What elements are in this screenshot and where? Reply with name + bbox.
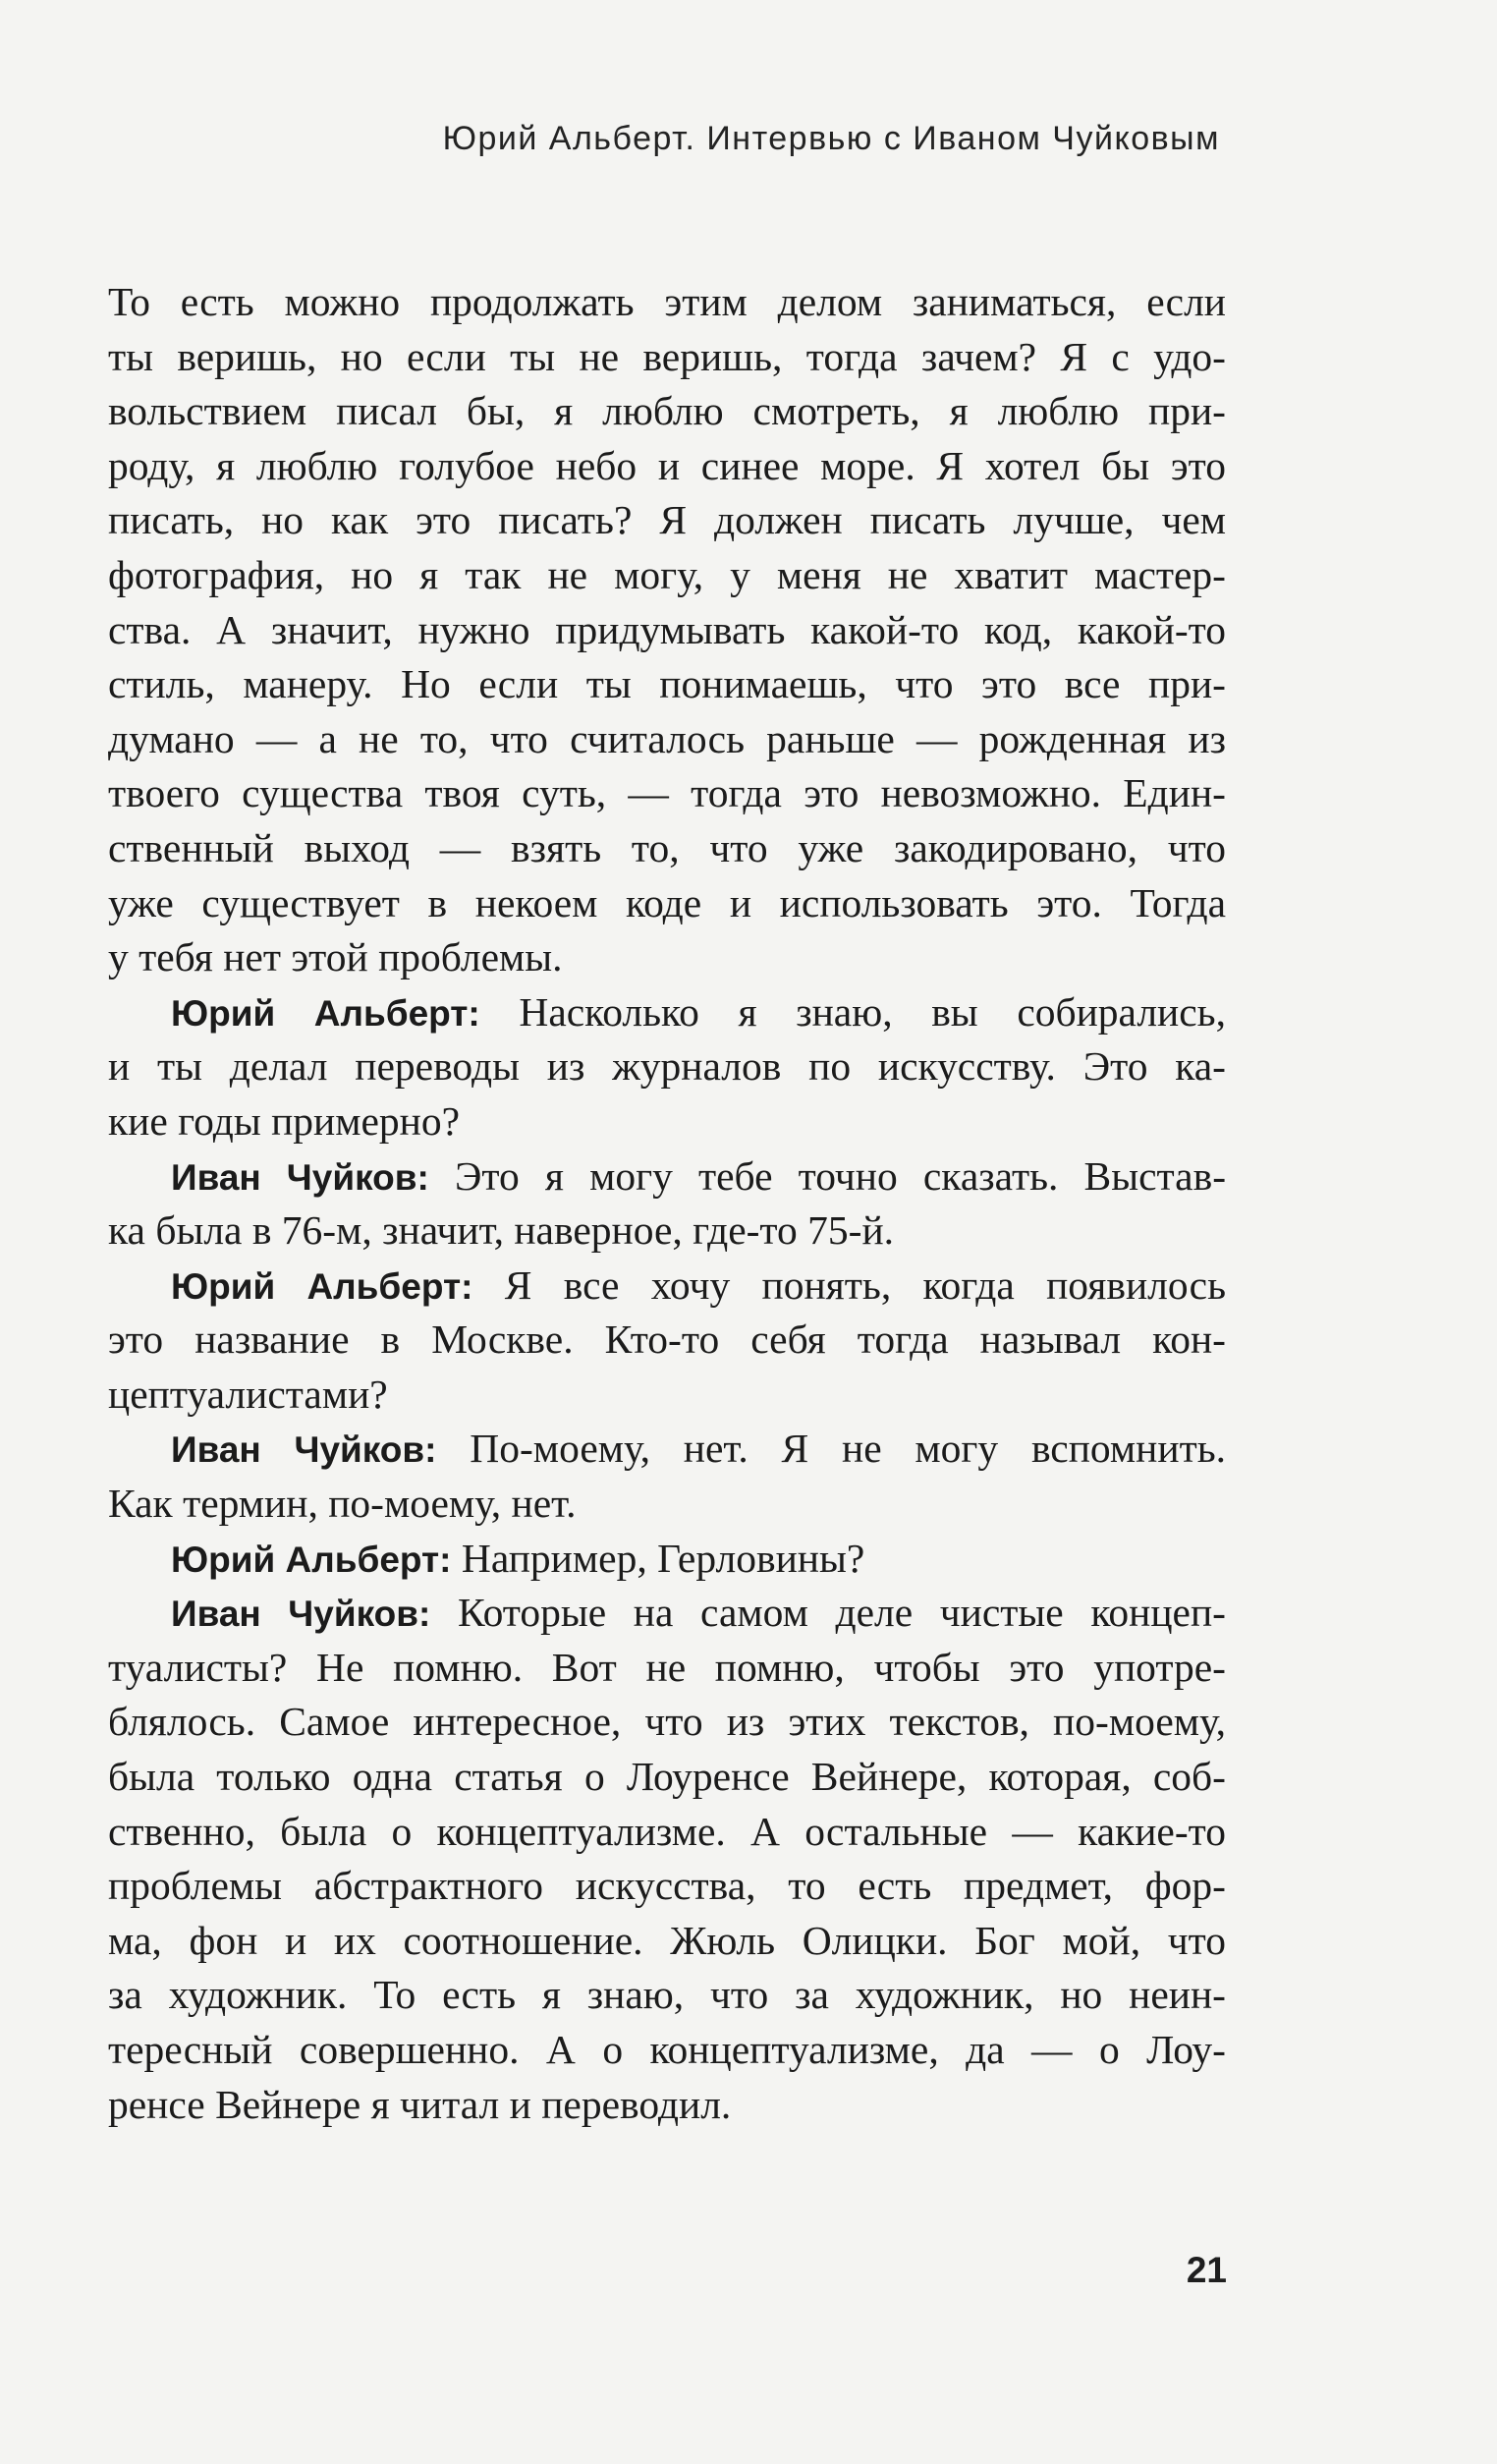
running-head: Юрий Альберт. Интервью с Иваном Чуйковым: [442, 120, 1220, 157]
text-line: [108, 821, 1226, 876]
line-text: цептуалистами?: [108, 1371, 388, 1417]
text-line: [108, 493, 1226, 548]
text-line: [108, 1368, 1226, 1423]
text-line: [108, 876, 1226, 931]
line-text: и ты делал переводы из журналов по искусству. Это ка-: [108, 1043, 1226, 1090]
line-text: То есть можно продолжать этим делом заниматься, если: [108, 279, 1226, 324]
text-line: [108, 275, 1226, 330]
speaker-name: Юрий Альберт:: [171, 1539, 452, 1580]
text-line: [108, 1477, 1226, 1532]
paragraph: [108, 275, 1226, 985]
line-text: ма, фон и их соотношение. Жюль Олицки. Бог мой, что: [108, 1917, 1226, 1963]
paragraph: [108, 1149, 1226, 1259]
line-text: ренсе Вейнере я читал и переводил.: [108, 2081, 732, 2127]
speaker-name: Юрий Альберт:: [171, 992, 480, 1034]
line-text: Которые на самом деле чистые концеп-: [457, 1590, 1226, 1636]
text-line: [108, 330, 1226, 385]
line-text: Я все хочу понять, когда появилось: [504, 1261, 1226, 1308]
line-text: По-моему, нет. Я не могу вспомнить.: [470, 1426, 1227, 1472]
line-text: уже существует в некоем коде и использовать это. Тогда: [108, 879, 1226, 925]
line-text: роду, я люблю голубое небо и синее море. Я хотел бы это: [108, 442, 1226, 488]
line-text: проблемы абстрактного искусства, то есть предмет, фор-: [108, 1863, 1226, 1909]
text-line: [108, 712, 1226, 767]
line-text: твоего существа твоя суть, — тогда это невозможно. Един-: [108, 770, 1226, 816]
line-text: блялось. Самое интересное, что из этих текстов, по-моему,: [108, 1699, 1226, 1745]
line-text: была только одна статья о Лоуренсе Вейнере, которая, соб-: [108, 1754, 1226, 1800]
text-line: [108, 384, 1226, 439]
text-line: [108, 1968, 1226, 2023]
text-line: [108, 2078, 1226, 2133]
line-text: Например, Герловины?: [461, 1535, 865, 1581]
text-line: [108, 1039, 1226, 1094]
text-line: [108, 603, 1226, 658]
text-line: [108, 1914, 1226, 1969]
line-text: кие годы примерно?: [108, 1097, 461, 1144]
page-number: 21: [1186, 2250, 1227, 2290]
text-line: [108, 1259, 1226, 1314]
line-text: Как термин, по-моему, нет.: [108, 1481, 577, 1527]
text-line: [108, 1422, 1226, 1477]
line-text: Насколько я знаю, вы собирались,: [519, 988, 1226, 1035]
speaker-name: Иван Чуйков:: [171, 1156, 429, 1198]
line-text: Это я могу тебе точно сказать. Выстав-: [454, 1152, 1227, 1199]
text-line: [108, 657, 1226, 712]
paragraph: [108, 985, 1226, 1149]
text-line: [108, 1805, 1226, 1860]
text-line: [108, 1094, 1226, 1149]
text-line: [108, 766, 1226, 821]
text-line: [108, 439, 1226, 494]
text-line: [108, 1586, 1226, 1641]
text-line: [108, 985, 1226, 1040]
line-text: ка была в 76-м, значит, наверное, где-то 75-й.: [108, 1207, 895, 1254]
line-text: ты веришь, но если ты не веришь, тогда зачем? Я с удо-: [108, 333, 1226, 379]
text-line: [108, 1641, 1226, 1696]
body-text: [108, 275, 1226, 2132]
line-text: у тебя нет этой проблемы.: [108, 934, 563, 980]
paragraph: [108, 1422, 1226, 1531]
paragraph: [108, 1586, 1226, 2132]
line-text: ства. А значит, нужно придумывать какой-то код, какой-то: [108, 606, 1226, 652]
line-text: думано — а не то, что считалось раньше — рожденная из: [108, 715, 1226, 761]
text-line: [108, 1859, 1226, 1914]
line-text: ственно, была о концептуализме. А остальные — какие-то: [108, 1808, 1226, 1854]
line-text: фотография, но я так не могу, у меня не хватит мастер-: [108, 551, 1226, 597]
line-text: вольствием писал бы, я люблю смотреть, я люблю при-: [108, 388, 1226, 434]
text-line: [108, 1695, 1226, 1750]
paragraph: [108, 1259, 1226, 1423]
text-line: [108, 1750, 1226, 1805]
speaker-name: Иван Чуйков:: [171, 1594, 431, 1635]
text-line: [108, 2023, 1226, 2078]
text-line: [108, 1149, 1226, 1204]
speaker-name: Иван Чуйков:: [171, 1429, 437, 1471]
text-line: [108, 930, 1226, 985]
line-text: ственный выход — взять то, что уже закодировано, что: [108, 824, 1226, 870]
text-line: [108, 548, 1226, 603]
speaker-name: Юрий Альберт:: [171, 1265, 473, 1307]
text-line: [108, 1204, 1226, 1259]
line-text: за художник. То есть я знаю, что за художник, но неин-: [108, 1972, 1226, 2018]
line-text: туалисты? Не помню. Вот не помню, чтобы это употре-: [108, 1644, 1226, 1690]
line-text: тересный совершенно. А о концептуализме, да — о Лоу-: [108, 2027, 1226, 2072]
line-text: это название в Москве. Кто-то себя тогда называл кон-: [108, 1316, 1226, 1363]
text-line: [108, 1313, 1226, 1368]
line-text: стиль, манеру. Но если ты понимаешь, что это все при-: [108, 661, 1226, 707]
line-text: писать, но как это писать? Я должен писать лучше, чем: [108, 497, 1226, 543]
text-line: [108, 1532, 1226, 1587]
paragraph: [108, 1532, 1226, 1587]
